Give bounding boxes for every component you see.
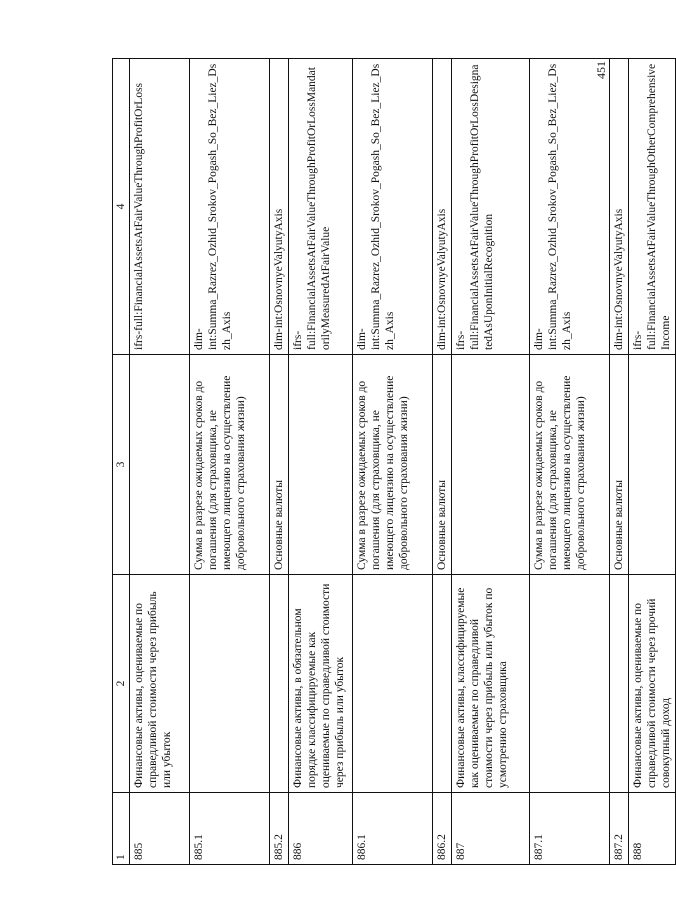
row-number: 885	[130, 793, 190, 865]
row-description: Основные валюты	[433, 355, 452, 575]
row-description: Сумма в разрезе ожидаемых сроков до погашения (для страховщика, не имеющего лицензию на осуществление добровольного страхования жизни)	[190, 355, 270, 575]
row-number: 886	[289, 793, 353, 865]
row-code: ifrs-full:FinancialAssetsAtFairValueThroughProfitOrLoss	[130, 59, 190, 355]
row-number: 885.1	[190, 793, 270, 865]
row-code: dim-int:Summa_Razrez_Ozhid_Srokov_Pogash_So_Bez_Liez_Dszh_Axis	[190, 59, 270, 355]
row-number: 886.2	[433, 793, 452, 865]
table-row	[130, 59, 190, 865]
row-description: Сумма в разрезе ожидаемых сроков до погашения (для страховщика, не имеющего лицензию на осуществление добровольного страхования жизни)	[353, 355, 433, 575]
row-code: dim-int:Summa_Razrez_Ozhid_Srokov_Pogash_So_Bez_Liez_Dszh_Axis	[530, 59, 610, 355]
row-code: ifrs-full:FinancialAssetsAtFairValueThroughOtherComprehensiveIncome	[629, 59, 676, 355]
row-number: 885.2	[270, 793, 289, 865]
row-code: dim-int:OsnovnyeValyutyAxis	[433, 59, 452, 355]
row-name: Финансовые активы, оцениваемые по справедливой стоимости через прибыль или убыток	[130, 575, 190, 793]
row-name	[433, 575, 452, 793]
row-description	[289, 355, 353, 575]
table-row	[629, 59, 676, 865]
table-row	[433, 59, 452, 865]
header-col-2: 2	[113, 575, 130, 793]
row-name: Финансовые активы, оцениваемые по справедливой стоимости через прочий совокупный доход	[629, 575, 676, 793]
header-col-3: 3	[113, 355, 130, 575]
table-row	[610, 59, 629, 865]
row-code: ifrs-full:FinancialAssetsAtFairValueThroughProfitOrLossMandatorilyMeasuredAtFairValue	[289, 59, 353, 355]
header-col-1: 1	[113, 793, 130, 865]
table-row	[452, 59, 530, 865]
table-row	[289, 59, 353, 865]
row-code: dim-int:OsnovnyeValyutyAxis	[610, 59, 629, 355]
row-code: ifrs-full:FinancialAssetsAtFairValueThroughProfitOrLossDesignatedAsUponInitialRecognition	[452, 59, 530, 355]
table-header-row	[113, 59, 130, 865]
row-name: Финансовые активы, в обязательном порядке классифицируемые как оцениваемые по справедливой стоимости через прибыль или убыток	[289, 575, 353, 793]
row-number: 886.1	[353, 793, 433, 865]
row-name	[190, 575, 270, 793]
row-number: 888	[629, 793, 676, 865]
row-description	[452, 355, 530, 575]
table-row	[353, 59, 433, 865]
row-number: 887.2	[610, 793, 629, 865]
table-row	[190, 59, 270, 865]
table-row	[530, 59, 610, 865]
row-description	[130, 355, 190, 575]
row-name	[530, 575, 610, 793]
row-name: Финансовые активы, классифицируемые как оцениваемые по справедливой стоимости через прибыль или убыток по усмотрению страховщика	[452, 575, 530, 793]
row-number: 887.1	[530, 793, 610, 865]
row-name	[270, 575, 289, 793]
row-code: dim-int:OsnovnyeValyutyAxis	[270, 59, 289, 355]
row-description: Основные валюты	[270, 355, 289, 575]
row-number: 887	[452, 793, 530, 865]
row-description: Сумма в разрезе ожидаемых сроков до погашения (для страховщика, не имеющего лицензию на осуществление добровольного страхования жизни)	[530, 355, 610, 575]
row-code: dim-int:Summa_Razrez_Ozhid_Srokov_Pogash_So_Bez_Liez_Dszh_Axis	[353, 59, 433, 355]
row-name	[353, 575, 433, 793]
classification-table	[112, 58, 676, 865]
table-row	[270, 59, 289, 865]
page-number: 451	[594, 61, 608, 79]
row-name	[610, 575, 629, 793]
row-description	[629, 355, 676, 575]
header-col-4: 4	[113, 59, 130, 355]
row-description: Основные валюты	[610, 355, 629, 575]
